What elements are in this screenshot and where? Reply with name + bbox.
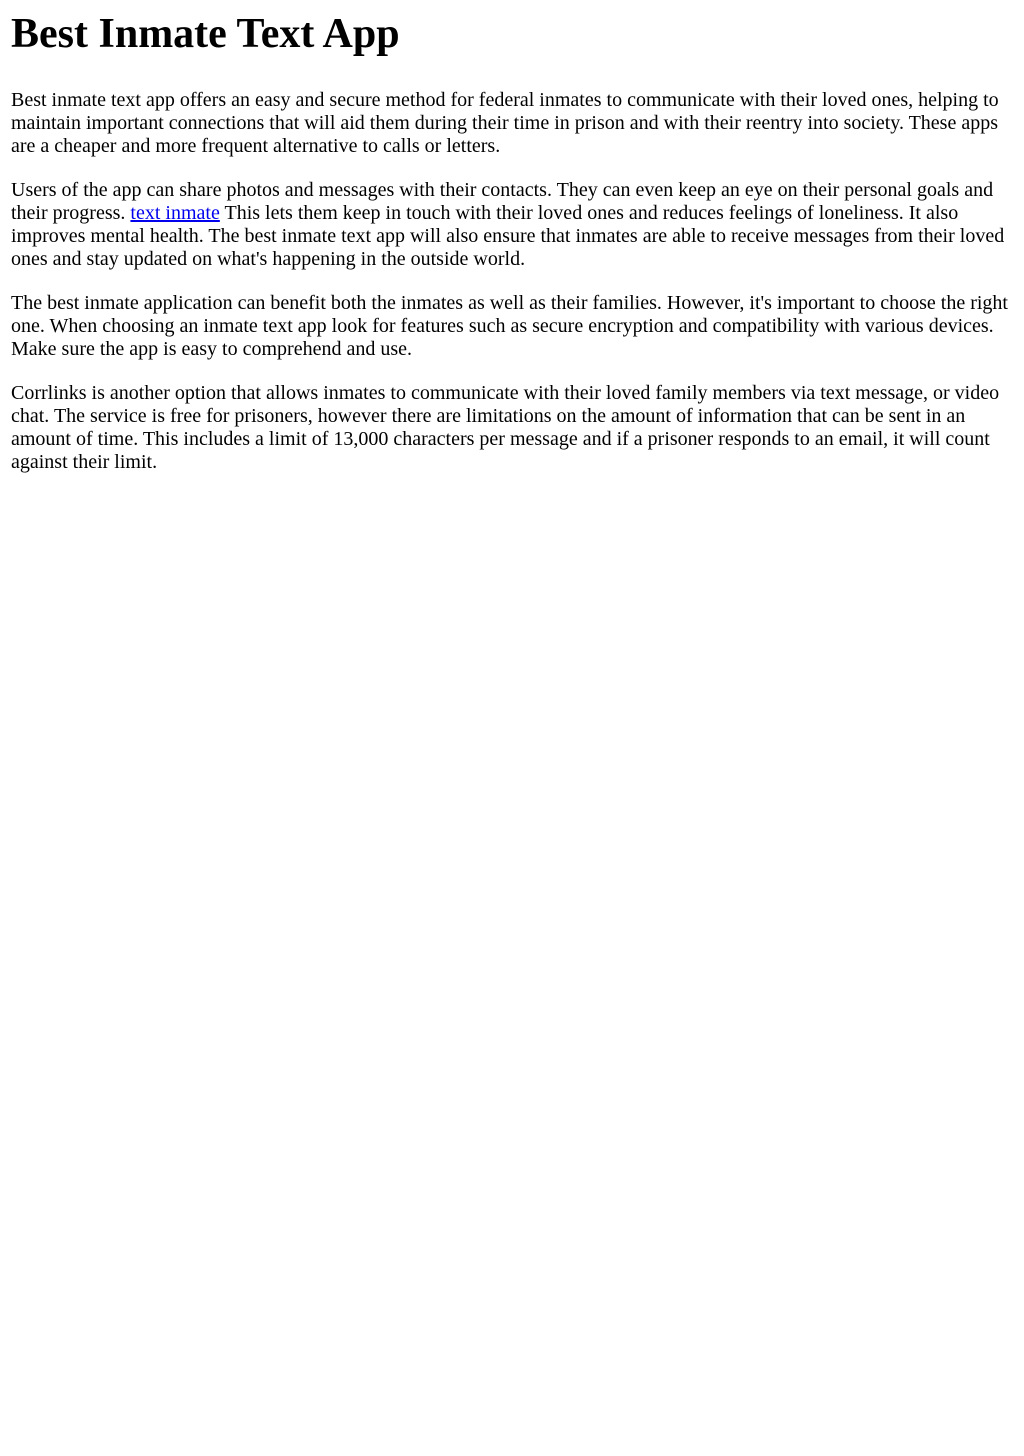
paragraph-intro: Best inmate text app offers an easy and secure method for federal inmates to communicate with their loved ones, helping to maintain important connections that will aid them during their time in prison and with their reentry into society. These apps are a cheaper and more frequent alternative to calls or letters. [11,89,999,157]
paragraph-choosing: The best inmate application can benefit both the inmates as well as their families. However, it's important to choose the right one. When choosing an inmate text app look for features such as secure encryption and compatibility with various devices. Make sure the app is easy to comprehend and use. [11,292,1008,360]
paragraph-corrlinks: Corrlinks is another option that allows inmates to communicate with their loved family members via text message, or video chat. The service is free for prisoners, however there are limitations on the amount of information that can be sent in an amount of time. This includes a limit of 13,000 characters per message and if a prisoner responds to an email, it will count against their limit. [11,382,1000,473]
paragraph-features-text-before: Users of the app can share photos and messages with their contacts. They can even keep an eye on their personal goals and their progress. [11,179,994,224]
page-title: Best Inmate Text App [11,11,400,57]
paragraph-features-text-after: This lets them keep in touch with their loved ones and reduces feelings of loneliness. It also improves mental health. The best inmate text app will also ensure that inmates are able to receive messages from their loved ones and stay updated on what's happening in the outside world. [11,202,1005,270]
text-inmate-link[interactable]: text inmate [130,202,220,224]
article [0,10,1024,474]
paragraph-features [11,179,1014,271]
